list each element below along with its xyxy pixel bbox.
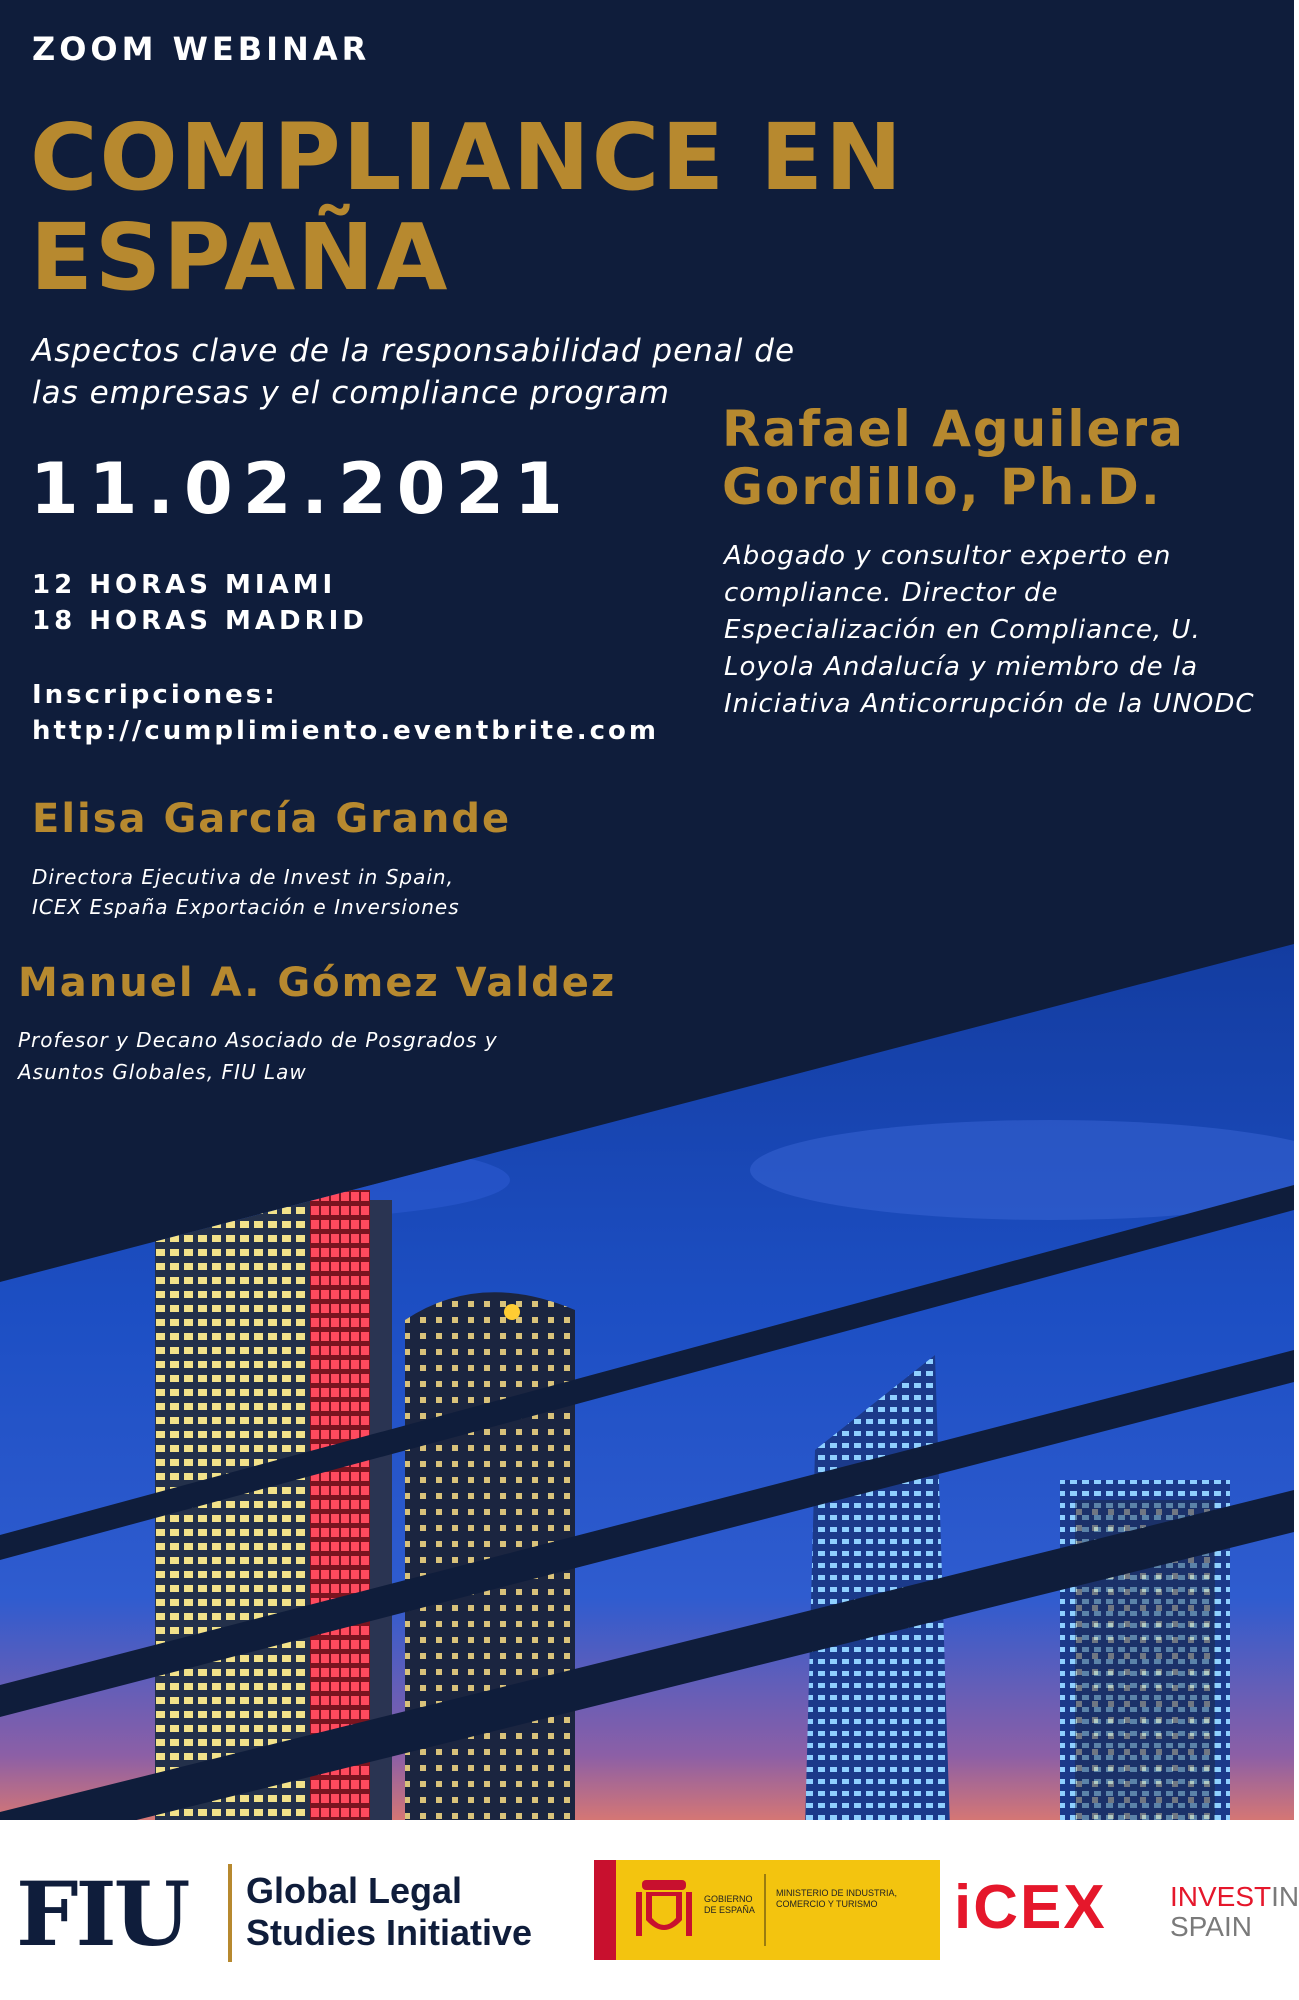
glsi-line: Global Legal xyxy=(246,1870,463,1911)
speaker-role-line: Profesor y Decano Asociado de Posgrados y xyxy=(18,1028,498,1052)
in-word: IN xyxy=(1271,1881,1299,1912)
title-line: COMPLIANCE EN xyxy=(30,104,904,211)
speaker-role-line: Iniciativa Anticorrupción de la UNODC xyxy=(724,689,1255,719)
speaker-role-line: Loyola Andalucía y miembro de la xyxy=(724,652,1199,682)
logo-divider xyxy=(228,1864,232,1962)
time-madrid: 18 HORAS MADRID xyxy=(32,606,368,636)
speaker-role-line: compliance. Director de xyxy=(724,578,1059,608)
sponsor-logos-footer xyxy=(0,1820,1299,2000)
icex-logo: iCEX xyxy=(954,1873,1107,1942)
speaker-role xyxy=(32,862,460,922)
subtitle-line: Aspectos clave de la responsabilidad penal de xyxy=(32,333,796,369)
event-date: 11.02.2021 xyxy=(30,448,573,530)
ministerio-label: MINISTERIO DE INDUSTRIA, COMERCIO Y TURISMO xyxy=(776,1888,898,1909)
invest-in-spain-logo xyxy=(1170,1882,1299,1942)
gobierno-label: GOBIERNO DE ESPAÑA xyxy=(704,1894,755,1915)
speaker-role xyxy=(18,1024,498,1088)
fiu-logo: FIU xyxy=(16,1862,188,1966)
speaker-name-line: Rafael Aguilera xyxy=(722,400,1185,458)
speaker-name: Manuel A. Gómez Valdez xyxy=(18,960,617,1006)
event-format-label: ZOOM WEBINAR xyxy=(32,30,371,68)
gobierno-divider xyxy=(764,1874,766,1946)
gobierno-logo xyxy=(594,1860,940,1960)
speaker-role-line: Asuntos Globales, FIU Law xyxy=(18,1060,307,1084)
speaker-role-line: Especialización en Compliance, U. xyxy=(724,615,1201,645)
registration-link[interactable]: http://cumplimiento.eventbrite.com xyxy=(32,716,659,746)
coat-of-arms-icon xyxy=(634,1876,694,1944)
invest-in-line xyxy=(1170,1882,1299,1912)
glsi-logo-text xyxy=(246,1870,566,1954)
spain-word: SPAIN xyxy=(1170,1911,1252,1942)
speaker-name xyxy=(722,400,1185,516)
speaker-role-line: ICEX España Exportación e Inversiones xyxy=(32,895,460,919)
event-title xyxy=(30,104,930,311)
title-line: ESPAÑA xyxy=(30,204,450,311)
speaker-name: Elisa García Grande xyxy=(32,796,512,842)
registration-label: Inscripciones: xyxy=(32,680,278,710)
speaker-role-line: Abogado y consultor experto en xyxy=(724,541,1172,571)
speaker-role xyxy=(724,538,1255,723)
glsi-line: Studies Initiative xyxy=(246,1912,533,1953)
speaker-name-line: Gordillo, Ph.D. xyxy=(722,458,1162,516)
speaker-role-line: Directora Ejecutiva de Invest in Spain, xyxy=(32,865,454,889)
time-miami: 12 HORAS MIAMI xyxy=(32,570,337,600)
invest-word: INVEST xyxy=(1170,1881,1272,1912)
spain-flag-stripe xyxy=(594,1860,616,1960)
subtitle-line: las empresas y el compliance program xyxy=(32,375,671,411)
